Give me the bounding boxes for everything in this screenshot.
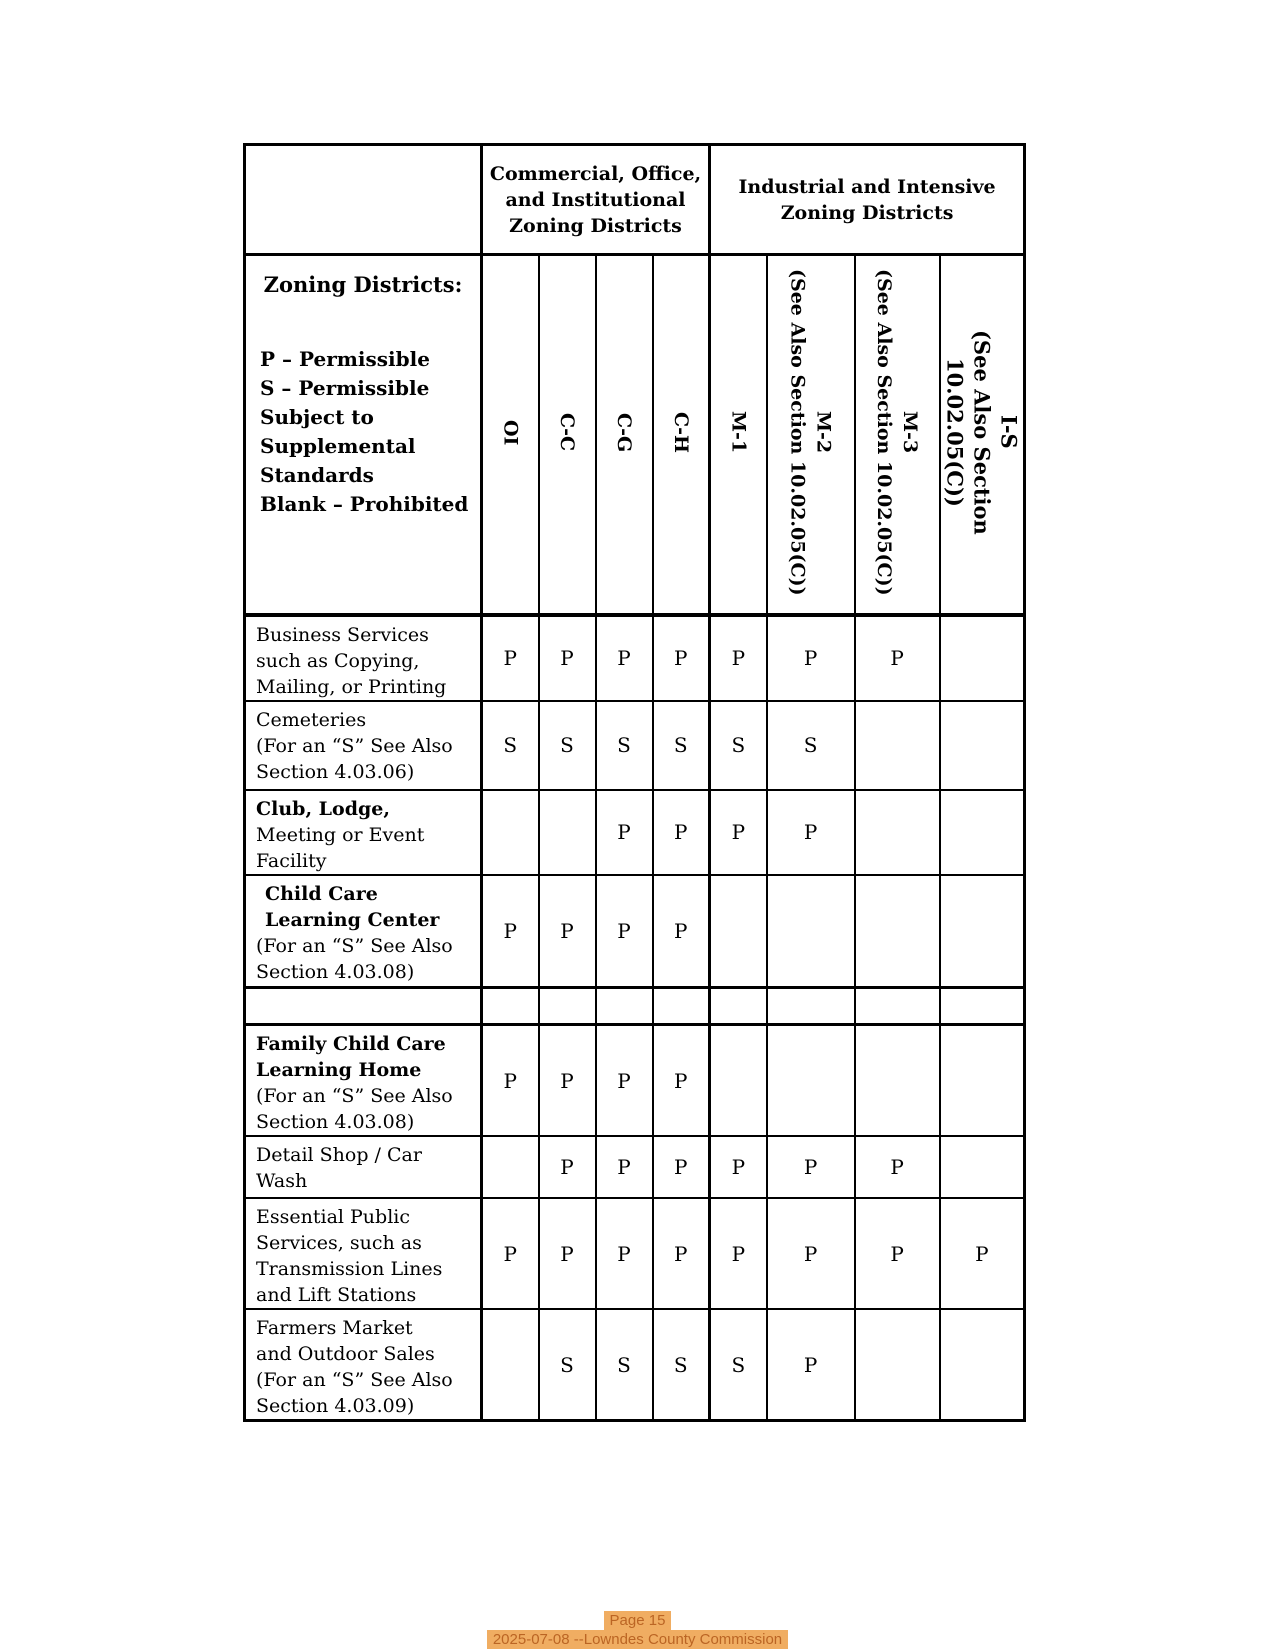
cell-value: S — [710, 701, 767, 790]
cell-value — [653, 988, 710, 1025]
text-line: Supplemental — [260, 434, 416, 458]
row-label-line: and Outdoor Sales — [256, 1343, 435, 1365]
row-label — [245, 1198, 482, 1309]
cell-value — [940, 1136, 1025, 1198]
row-label-line: Child Care — [265, 882, 378, 905]
zoning-use-table — [243, 143, 1026, 1422]
cell-value: P — [767, 1309, 855, 1421]
column-header-oi — [482, 255, 539, 615]
cell-value: P — [596, 1198, 653, 1309]
table-row-family-child-care — [245, 1025, 1025, 1137]
cell-value: P — [596, 790, 653, 875]
cell-value: P — [653, 790, 710, 875]
text-line: S – Permissible — [260, 376, 430, 400]
cell-value: P — [767, 615, 855, 701]
cell-value: S — [539, 701, 596, 790]
column-header-m-1 — [710, 255, 767, 615]
row-label-line: Business Services — [256, 623, 429, 646]
cell-value — [482, 988, 539, 1025]
column-header-c-c — [539, 255, 596, 615]
cell-value: P — [539, 1025, 596, 1137]
column-header-i-s — [940, 255, 1025, 615]
cell-value — [855, 875, 940, 988]
cell-value: P — [539, 1198, 596, 1309]
row-label-line: Section 4.03.06) — [256, 760, 415, 783]
group-header-industrial — [710, 145, 1025, 255]
cell-value: P — [482, 875, 539, 988]
cell-value — [596, 988, 653, 1025]
cell-value — [710, 988, 767, 1025]
cell-value — [539, 988, 596, 1025]
cell-value: P — [653, 875, 710, 988]
cell-value — [482, 1309, 539, 1421]
zoning-table-body — [245, 615, 1025, 1421]
row-label — [245, 1136, 482, 1198]
cell-value: P — [653, 1025, 710, 1137]
cell-value — [710, 875, 767, 988]
table-row-detail-shop-car-wash — [245, 1136, 1025, 1198]
row-label — [245, 875, 482, 988]
legend-lines — [246, 345, 480, 519]
row-label-line: and Lift Stations — [256, 1284, 417, 1306]
cell-value: P — [539, 1136, 596, 1198]
row-label — [245, 1025, 482, 1137]
cell-value — [940, 615, 1025, 701]
text-line: Standards — [260, 463, 374, 487]
row-label — [245, 615, 482, 701]
corner-cell — [245, 145, 482, 255]
table-row-child-care-learning-center — [245, 875, 1025, 988]
text-line: Zoning Districts — [509, 214, 682, 237]
row-label-line: Learning Center — [265, 908, 440, 931]
cell-value — [710, 1025, 767, 1137]
cell-value — [767, 875, 855, 988]
rotated-header-text: C-H — [669, 411, 692, 453]
row-label — [245, 701, 482, 790]
cell-value: P — [710, 615, 767, 701]
column-header-c-h — [653, 255, 710, 615]
row-label — [245, 790, 482, 875]
column-header-m-2 — [767, 255, 855, 615]
column-header-row — [245, 255, 1025, 615]
row-label-line: Facility — [256, 849, 327, 872]
cell-value: P — [653, 1198, 710, 1309]
cell-value: P — [940, 1198, 1025, 1309]
row-label-line: Mailing, or Printing — [256, 675, 447, 698]
cell-value: P — [855, 1198, 940, 1309]
text-line: Subject to — [260, 405, 374, 429]
column-header-m-3 — [855, 255, 940, 615]
row-label-line: (For an “S” See Also — [256, 1085, 453, 1107]
cell-value: P — [596, 1025, 653, 1137]
cell-value: P — [653, 1136, 710, 1198]
cell-value: P — [482, 615, 539, 701]
table-row-cemeteries — [245, 701, 1025, 790]
legend-cell — [245, 255, 482, 615]
page-number: Page 15 — [604, 1611, 672, 1630]
rotated-header-text: M-1 — [727, 411, 750, 454]
legend-title: Zoning Districts: — [263, 272, 463, 297]
cell-value — [940, 875, 1025, 988]
cell-value — [767, 1025, 855, 1137]
cell-value: P — [855, 615, 940, 701]
cell-value — [855, 1025, 940, 1137]
cell-value: S — [596, 701, 653, 790]
cell-value: P — [767, 1136, 855, 1198]
cell-value — [855, 988, 940, 1025]
rotated-header-text: OI — [499, 419, 522, 445]
group-header-commercial — [482, 145, 710, 255]
row-label — [245, 988, 482, 1025]
document-stamp: 2025-07-08 --Lowndes County Commission — [487, 1630, 788, 1649]
cell-value: S — [767, 701, 855, 790]
row-label-line: (For an “S” See Also — [256, 734, 453, 757]
cell-value: P — [596, 875, 653, 988]
cell-value: P — [482, 1198, 539, 1309]
cell-value — [940, 988, 1025, 1025]
page-footer — [0, 1611, 1275, 1649]
text-line: Zoning Districts — [780, 201, 954, 224]
row-label-line: Farmers Market — [256, 1317, 413, 1339]
group-header-row — [245, 145, 1025, 255]
cell-value: P — [710, 790, 767, 875]
rotated-header-text: C-C — [556, 413, 578, 452]
table-row-essential-public-services — [245, 1198, 1025, 1309]
row-label-line: (For an “S” See Also — [256, 1369, 453, 1391]
text-line: Industrial and Intensive — [738, 175, 996, 198]
cell-value — [482, 790, 539, 875]
cell-value — [940, 790, 1025, 875]
cell-value: S — [710, 1309, 767, 1421]
cell-value — [855, 701, 940, 790]
row-label-line: Services, such as — [256, 1232, 422, 1254]
column-header-c-g — [596, 255, 653, 615]
cell-value: P — [539, 615, 596, 701]
cell-value — [539, 790, 596, 875]
row-label-line: Detail Shop / Car — [256, 1144, 422, 1166]
row-label-line: Learning Home — [256, 1059, 422, 1081]
cell-value: S — [482, 701, 539, 790]
cell-value — [940, 1309, 1025, 1421]
cell-value: S — [653, 701, 710, 790]
cell-value — [855, 790, 940, 875]
footer-line-1 — [0, 1611, 1275, 1630]
table-row-club-lodge — [245, 790, 1025, 875]
rotated-header-text: M-2 (See Also Section 10.02.05(C)) — [786, 268, 835, 596]
table-row-spacer — [245, 988, 1025, 1025]
cell-value: P — [767, 1198, 855, 1309]
row-label-line: Section 4.03.09) — [256, 1395, 415, 1417]
cell-value — [482, 1136, 539, 1198]
row-label-line: such as Copying, — [256, 649, 420, 672]
cell-value — [940, 1025, 1025, 1137]
row-label-line: Family Child Care — [256, 1033, 446, 1055]
text-line: Blank – Prohibited — [260, 492, 469, 516]
row-label-line: Transmission Lines — [256, 1258, 443, 1280]
rotated-header-text: M-3 (See Also Section 10.02.05(C)) — [873, 268, 922, 596]
row-label — [245, 1309, 482, 1421]
row-label-line: (For an “S” See Also — [256, 934, 453, 957]
cell-value: P — [596, 1136, 653, 1198]
row-label-line: Section 4.03.08) — [256, 1111, 415, 1133]
text-line: and Institutional — [505, 188, 686, 211]
cell-value: P — [855, 1136, 940, 1198]
text-line: Commercial, Office, — [489, 162, 702, 185]
cell-value: P — [482, 1025, 539, 1137]
cell-value: P — [710, 1136, 767, 1198]
footer-line-2 — [0, 1630, 1275, 1649]
row-label-line: Cemeteries — [256, 708, 367, 731]
row-label-line: Wash — [256, 1170, 308, 1192]
rotated-header-text: I-S (See Also Section 10.02.05(C)) — [942, 329, 1022, 535]
row-label-line: Essential Public — [256, 1206, 410, 1228]
cell-value: P — [596, 615, 653, 701]
cell-value: P — [767, 790, 855, 875]
row-label-line: Club, Lodge, — [256, 797, 390, 820]
cell-value: S — [596, 1309, 653, 1421]
row-label-line: Meeting or Event — [256, 823, 425, 846]
table-row-business-services — [245, 615, 1025, 701]
cell-value: S — [653, 1309, 710, 1421]
table-row-farmers-market — [245, 1309, 1025, 1421]
cell-value — [855, 1309, 940, 1421]
cell-value: P — [539, 875, 596, 988]
row-label-line: Section 4.03.08) — [256, 960, 415, 983]
cell-value: P — [710, 1198, 767, 1309]
cell-value — [940, 701, 1025, 790]
text-line: P – Permissible — [260, 347, 430, 371]
cell-value — [767, 988, 855, 1025]
rotated-header-text: C-G — [613, 412, 635, 452]
cell-value: S — [539, 1309, 596, 1421]
cell-value: P — [653, 615, 710, 701]
